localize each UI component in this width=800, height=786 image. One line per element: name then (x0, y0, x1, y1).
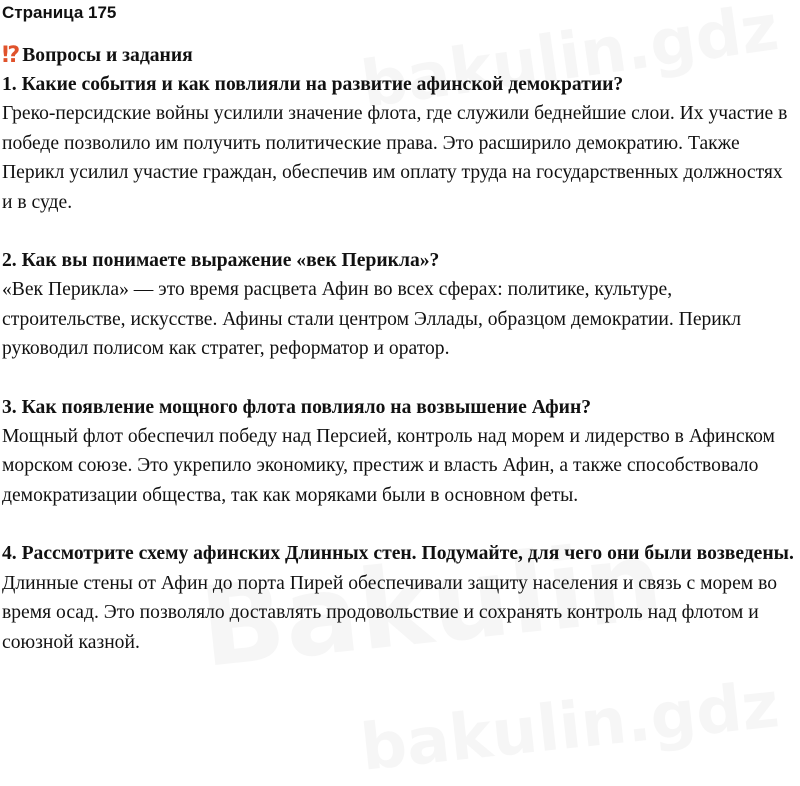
answer-text: Греко-персидские войны усилили значение флота, где служили беднейшие слои. Их участие в победе позволило им получить политические права. Это расширило демократию. Также Перикл усилил участие граждан, обеспечив им оплату труда на государственных должностях и в суде. (2, 103, 788, 213)
answer-text: Мощный флот обеспечил победу над Персией, контроль над морем и лидерство в Афинском морском союзе. Это укрепило экономику, престиж и власть Афин, а также способствовало демократизации общества, так как моряками были в основном феты. (2, 426, 775, 506)
questions-section (2, 41, 798, 657)
answer-text: Длинные стены от Афин до порта Пирей обеспечивали защиту населения и связь с морем во время осад. Это позволяло доставлять продовольствие и сохранять контроль над флотом и союзной казной. (2, 572, 778, 653)
answer-text: «Век Перикла» — это время расцвета Афин во всех сферах: политике, культуре, строительстве, искусстве. Афины стали центром Эллады, образцом демократии. Перикл руководил полисом как стратег, реформатор и оратор. (2, 279, 742, 360)
section-title-text: Вопросы и задания (22, 44, 193, 66)
section-title (2, 41, 798, 70)
qa-item-2 (2, 246, 798, 364)
watermark-text (357, 668, 782, 785)
exclamation-question-icon: ⁉ (2, 42, 18, 68)
page-number-header: Страница 175 (2, 3, 117, 22)
question-text: 3. Как появление мощного флота повлияло на возвышение Афин? (2, 396, 592, 418)
qa-item-4 (2, 539, 798, 657)
question-text: 2. Как вы понимаете выражение «век Перикла»? (2, 250, 440, 272)
question-text: 4. Рассмотрите схему афинских Длинных стен. Подумайте, для чего они были возведены. (2, 543, 794, 565)
qa-item-3 (2, 393, 798, 511)
qa-item-1 (2, 70, 798, 217)
question-text: 1. Какие события и как повлияли на развитие афинской демократии? (2, 74, 624, 95)
